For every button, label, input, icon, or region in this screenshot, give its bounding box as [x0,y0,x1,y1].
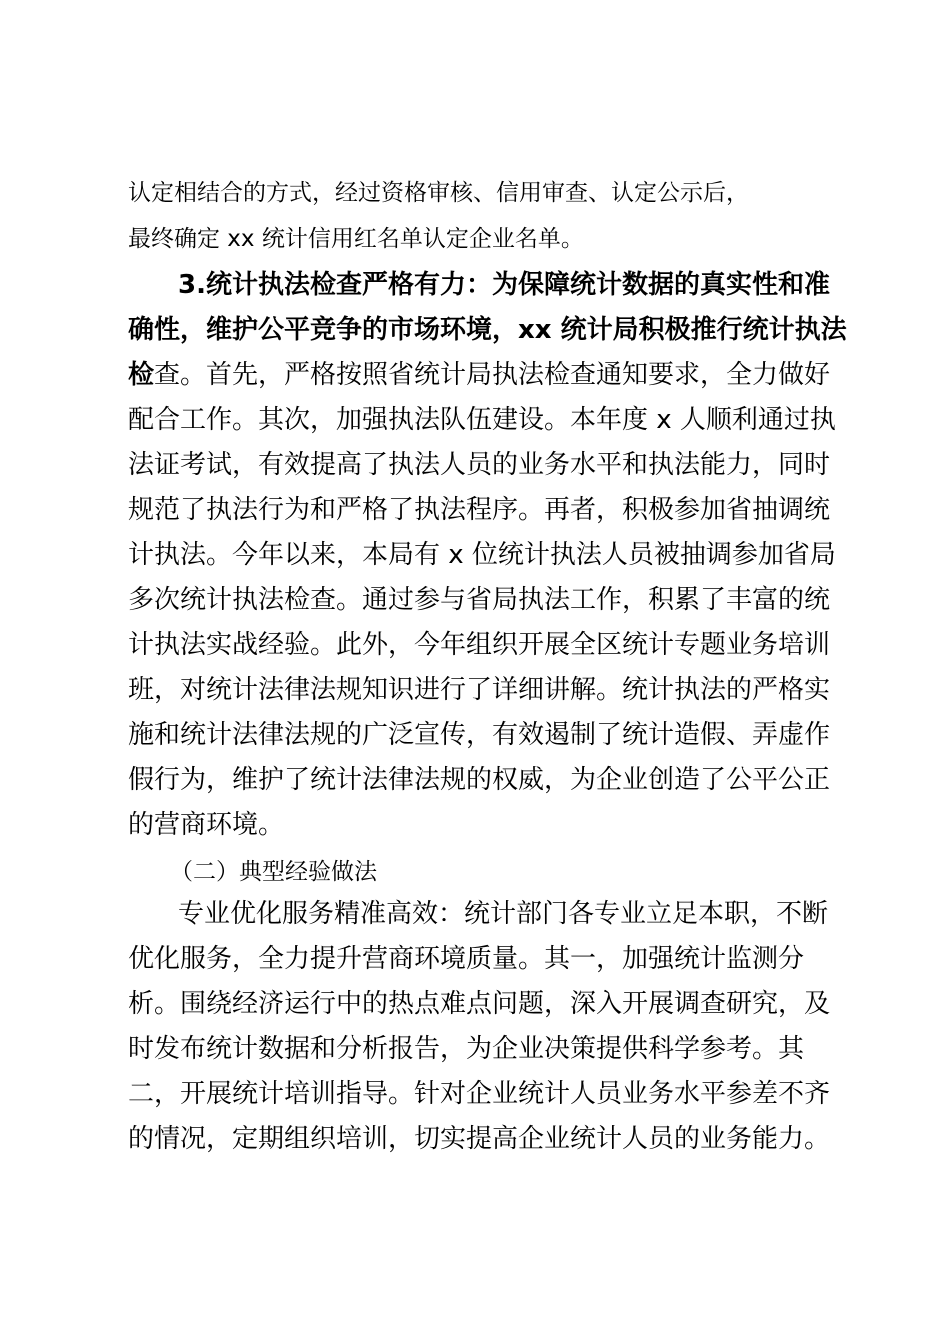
experience-line: 优化服务，全力提升营商环境质量。其一，加强统计监测分 [128,944,805,974]
section-3-heading-line-2: 确性，维护公平竞争的市场环境，xx 统计局积极推行统计执法 [128,315,847,345]
section-3-line: 假行为，维护了统计法律法规的权威，为企业创造了公平公正 [128,765,831,795]
section-3-heading-end: 检 [128,360,155,390]
section-3-line-3-text: 查。首先，严格按照省统计局执法检查通知要求，全力做好 [154,360,831,390]
section-3-line: 计执法。今年以来，本局有 x 位统计执法人员被抽调参加省局 [128,540,836,570]
experience-line: 析。围绕经济运行中的热点难点问题，深入开展调查研究，及 [128,989,831,1019]
experience-line: 专业优化服务精准高效：统计部门各专业立足本职，不断 [178,899,829,929]
intro-line-2: 最终确定 xx 统计信用红名单认定企业名单。 [128,226,584,252]
section-3-line: 法证考试，有效提高了执法人员的业务水平和执法能力，同时 [128,450,831,480]
section-3-line: 多次统计执法检查。通过参与省局执法工作，积累了丰富的统 [128,585,831,615]
section-3-line-3 [128,358,830,392]
section-3-line: 班，对统计法律法规知识进行了详细讲解。统计执法的严格实 [128,675,831,705]
section-3-line: 规范了执法行为和严格了执法程序。再者，积极参加省抽调统 [128,495,831,525]
section-heading-typical-experience: （二）典型经验做法 [170,859,377,885]
section-3-line: 配合工作。其次，加强执法队伍建设。本年度 x 人顺利通过执 [128,405,836,435]
section-3-line: 计执法实战经验。此外，今年组织开展全区统计专题业务培训 [128,630,831,660]
experience-line: 的情况，定期组织培训，切实提高企业统计人员的业务能力。 [128,1124,831,1154]
section-3-line: 的营商环境。 [128,810,285,840]
section-3-heading-line-1: 3.统计执法检查严格有力：为保障统计数据的真实性和准 [178,270,830,300]
section-3-line: 施和统计法律法规的广泛宣传，有效遏制了统计造假、弄虚作 [128,720,831,750]
experience-line: 二，开展统计培训指导。针对企业统计人员业务水平参差不齐 [128,1079,831,1109]
experience-line: 时发布统计数据和分析报告，为企业决策提供科学参考。其 [128,1034,805,1064]
intro-line-1: 认定相结合的方式，经过资格审核、信用审查、认定公示后， [128,180,749,206]
